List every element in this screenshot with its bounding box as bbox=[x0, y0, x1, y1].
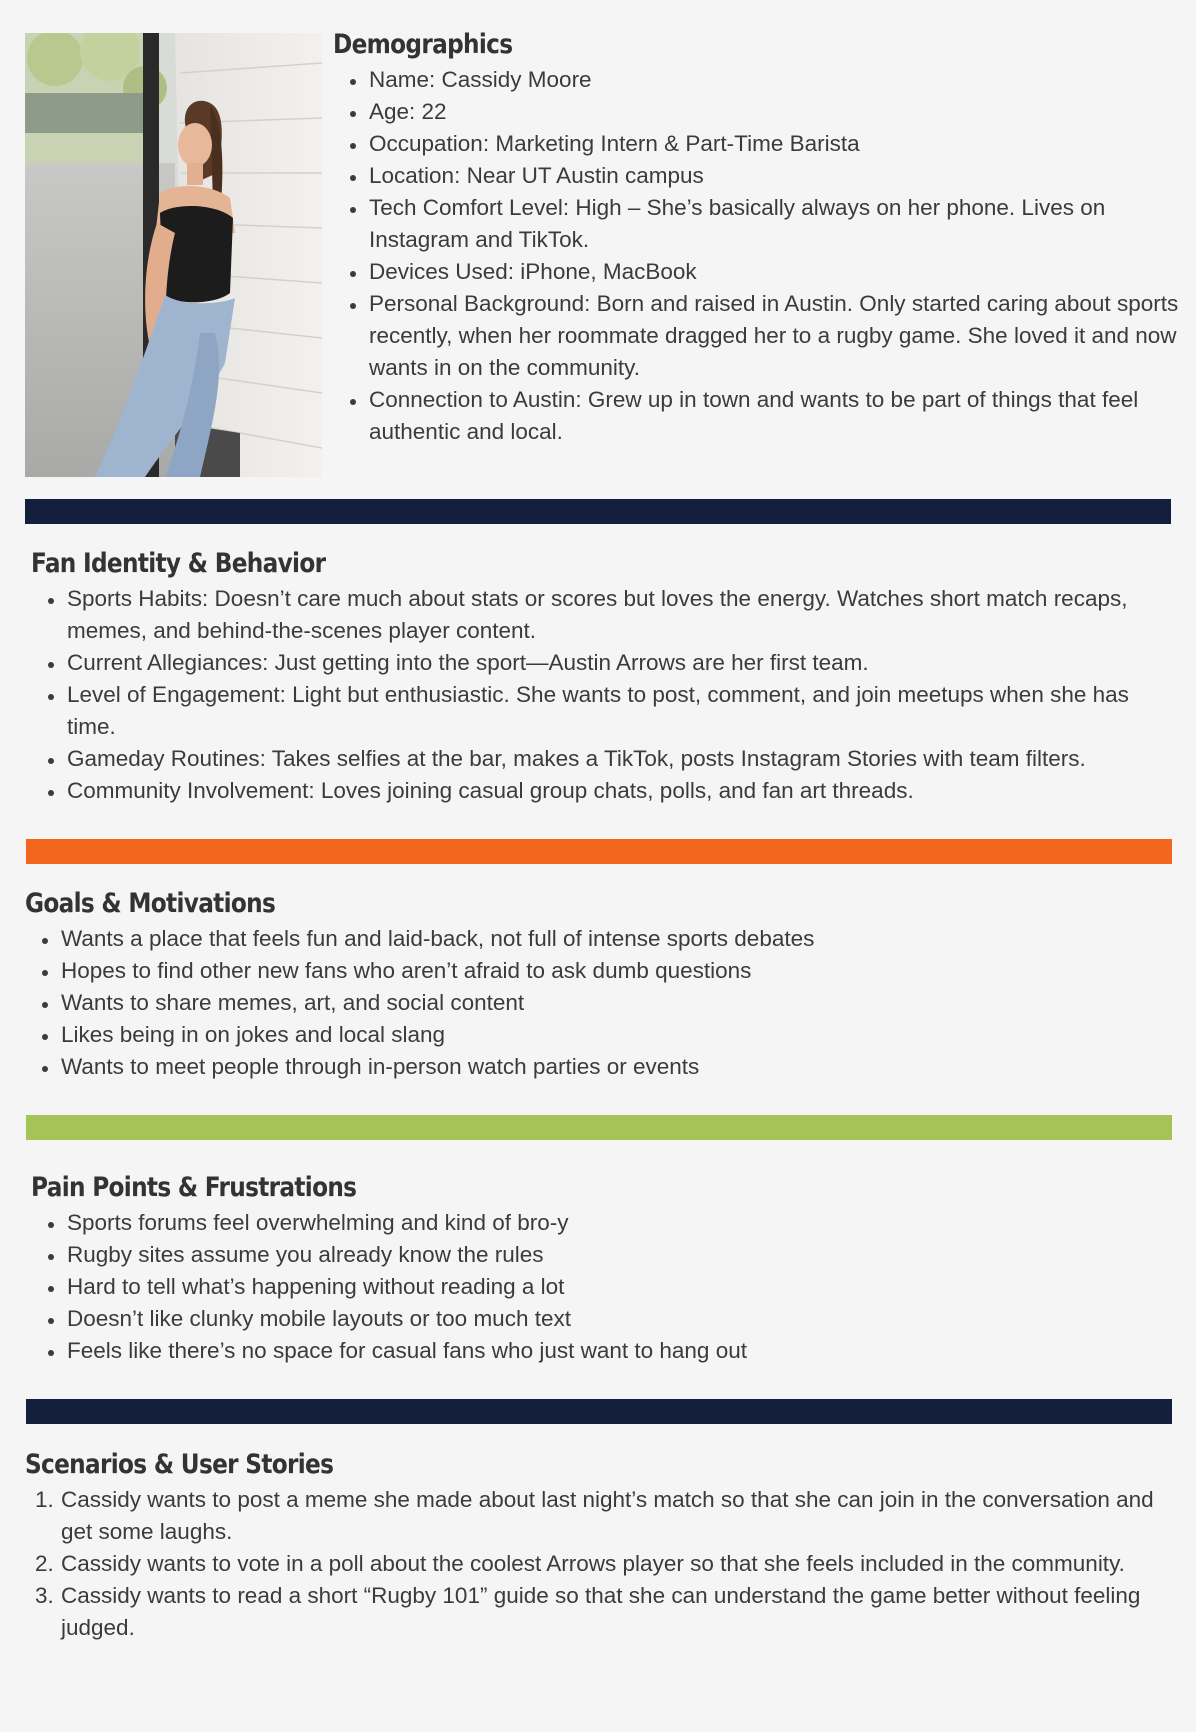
list-item: • Occupation: Marketing Intern & Part-Time Barista bbox=[368, 128, 1183, 160]
section-divider-orange bbox=[26, 839, 1172, 864]
list-item: 3. Cassidy wants to read a short “Rugby 101” guide so that she can understand the game better without feeling judged. bbox=[60, 1580, 1175, 1644]
list-item: • Feels like there’s no space for casual fans who just want to hang out bbox=[66, 1335, 1171, 1367]
list-item: • Doesn’t like clunky mobile layouts or too much text bbox=[66, 1303, 1171, 1335]
list-item: • Wants to share memes, art, and social content bbox=[60, 987, 1171, 1019]
list-item: • Hopes to find other new fans who aren’t afraid to ask dumb questions bbox=[60, 955, 1171, 987]
goals-heading: Goals & Motivations bbox=[25, 888, 276, 919]
list-item: • Devices Used: iPhone, MacBook bbox=[368, 256, 1183, 288]
list-item: • Connection to Austin: Grew up in town and wants to be part of things that feel authentic and local. bbox=[368, 384, 1183, 448]
list-item: • Sports Habits: Doesn’t care much about stats or scores but loves the energy. Watches short match recaps, memes, and behind-the-scenes player content. bbox=[66, 583, 1171, 647]
scenarios-section bbox=[25, 1447, 1175, 1644]
section-divider-navy bbox=[25, 499, 1171, 524]
list-item: • Level of Engagement: Light but enthusiastic. She wants to post, comment, and join meetups when she has time. bbox=[66, 679, 1171, 743]
goals-section bbox=[25, 886, 1171, 1083]
scenarios-list bbox=[25, 1484, 1175, 1644]
list-item: • Rugby sites assume you already know the rules bbox=[66, 1239, 1171, 1271]
section-divider-green bbox=[26, 1115, 1172, 1140]
list-item: • Tech Comfort Level: High – She’s basically always on her phone. Lives on Instagram and TikTok. bbox=[368, 192, 1183, 256]
list-item: 1. Cassidy wants to post a meme she made about last night’s match so that she can join in the conversation and get some laughs. bbox=[60, 1484, 1175, 1548]
demographics-heading: Demographics bbox=[333, 29, 513, 60]
list-item: • Age: 22 bbox=[368, 96, 1183, 128]
fan-identity-list bbox=[31, 583, 1171, 807]
list-item: • Wants a place that feels fun and laid-back, not full of intense sports debates bbox=[60, 923, 1171, 955]
pain-points-heading: Pain Points & Frustrations bbox=[31, 1172, 357, 1203]
goals-list bbox=[25, 923, 1171, 1083]
persona-photo-illustration bbox=[25, 33, 322, 477]
fan-identity-heading: Fan Identity & Behavior bbox=[31, 548, 326, 579]
pain-points-section bbox=[31, 1170, 1171, 1367]
list-item: • Hard to tell what’s happening without reading a lot bbox=[66, 1271, 1171, 1303]
list-item: • Community Involvement: Loves joining casual group chats, polls, and fan art threads. bbox=[66, 775, 1171, 807]
list-item: • Gameday Routines: Takes selfies at the bar, makes a TikTok, posts Instagram Stories with team filters. bbox=[66, 743, 1171, 775]
list-item: • Sports forums feel overwhelming and kind of bro-y bbox=[66, 1207, 1171, 1239]
scenarios-heading: Scenarios & User Stories bbox=[25, 1449, 334, 1480]
section-divider-navy-bottom bbox=[26, 1399, 1172, 1424]
demographics-list bbox=[333, 64, 1183, 448]
fan-identity-section bbox=[31, 546, 1171, 807]
list-item: • Location: Near UT Austin campus bbox=[368, 160, 1183, 192]
list-item: • Current Allegiances: Just getting into the sport—Austin Arrows are her first team. bbox=[66, 647, 1171, 679]
persona-photo bbox=[25, 33, 322, 477]
list-item: • Wants to meet people through in-person watch parties or events bbox=[60, 1051, 1171, 1083]
list-item: • Likes being in on jokes and local slang bbox=[60, 1019, 1171, 1051]
list-item: • Name: Cassidy Moore bbox=[368, 64, 1183, 96]
list-item: • Personal Background: Born and raised in Austin. Only started caring about sports recently, when her roommate dragged her to a rugby game. She loved it and now wants in on the community. bbox=[368, 288, 1183, 384]
pain-points-list bbox=[31, 1207, 1171, 1367]
list-item: 2. Cassidy wants to vote in a poll about the coolest Arrows player so that she feels included in the community. bbox=[60, 1548, 1175, 1580]
demographics-section bbox=[333, 27, 1183, 448]
